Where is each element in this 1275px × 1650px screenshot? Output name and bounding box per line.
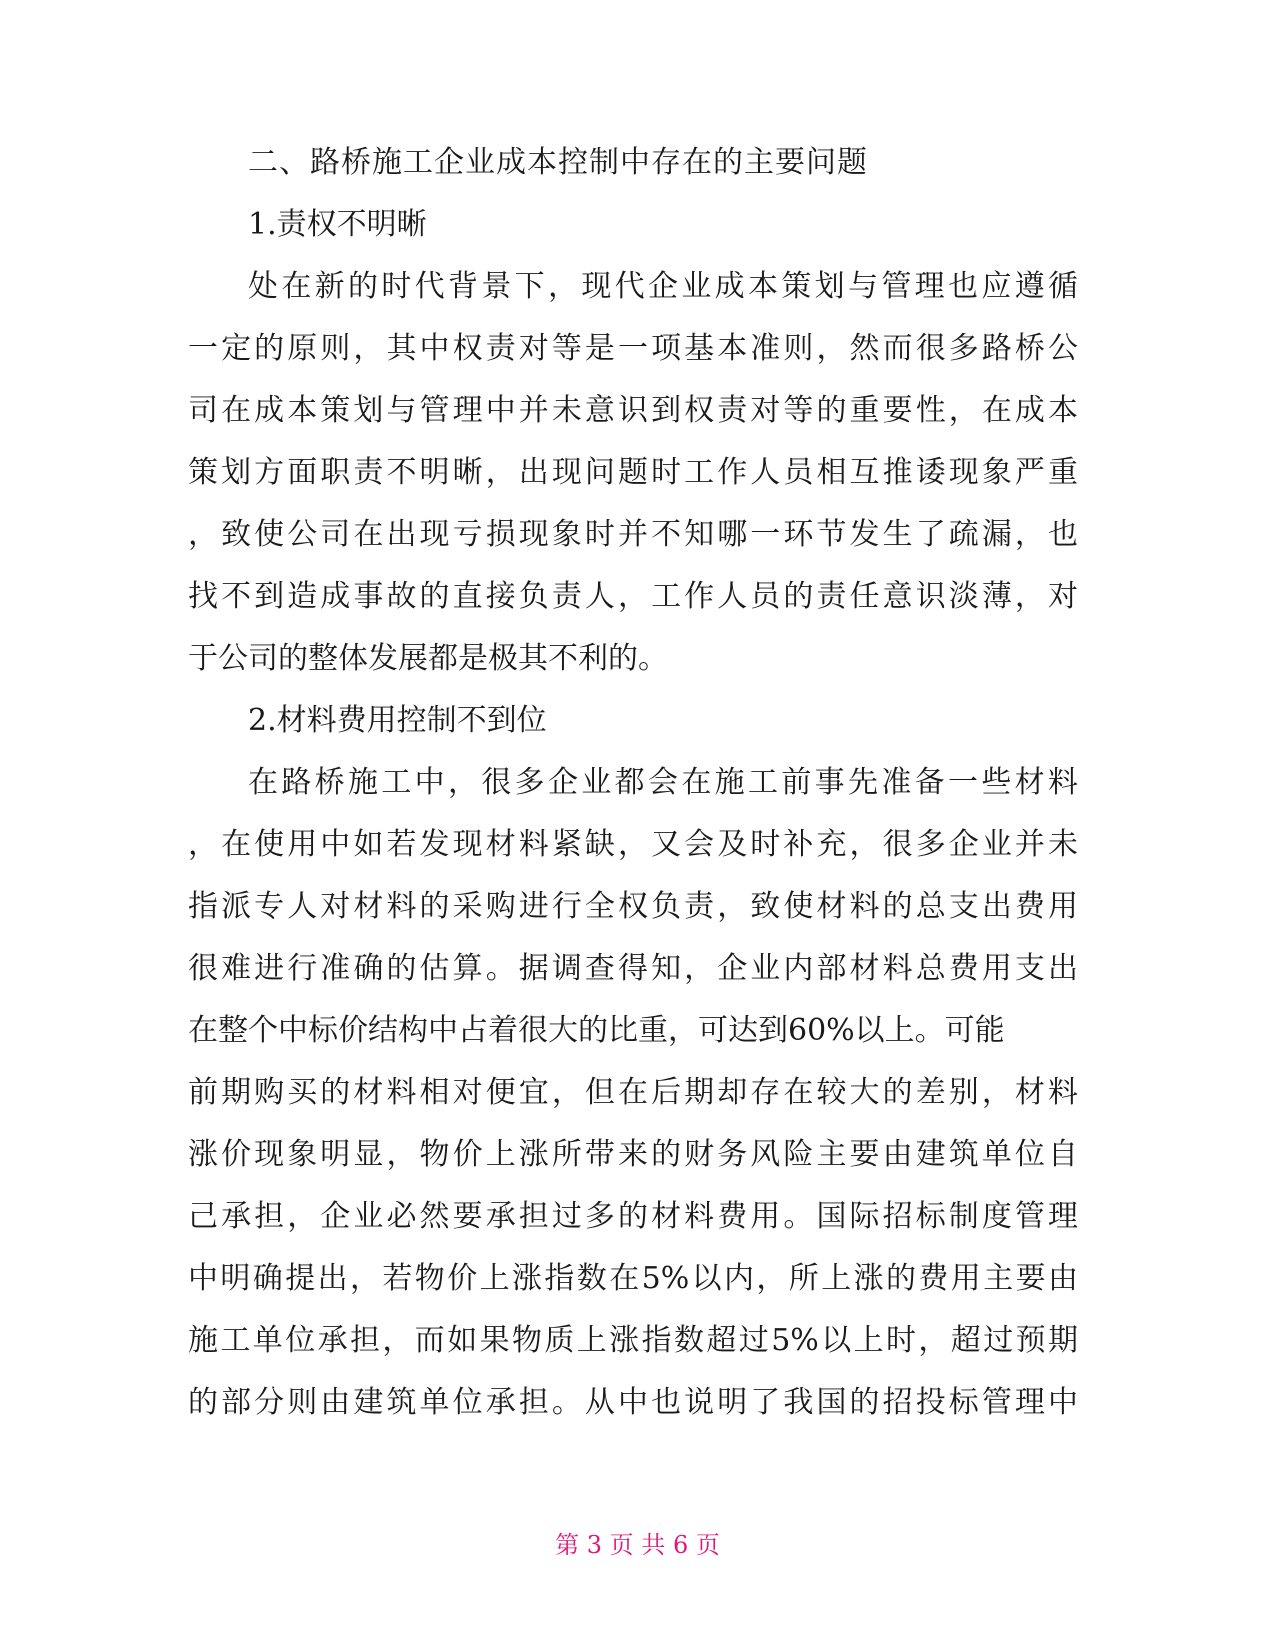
paragraph-line: 策划方面职责不明晰，出现问题时工作人员相互推诿现象严重 — [188, 455, 1078, 490]
subheading-material-cost: 2.材料费用控制不到位 — [248, 703, 547, 738]
subheading-responsibility: 1.责权不明晰 — [248, 207, 427, 242]
paragraph-line: 施工单位承担，而如果物质上涨指数超过5%以上时，超过预期 — [188, 1323, 1078, 1358]
paragraph-line: 处在新的时代背景下，现代企业成本策划与管理也应遵循 — [248, 269, 1078, 304]
paragraph-line: ，在使用中如若发现材料紧缺，又会及时补充，很多企业并未 — [188, 827, 1078, 862]
page-number-footer: 第 3 页 共 6 页 — [555, 1531, 720, 1559]
paragraph-line: 涨价现象明显，物价上涨所带来的财务风险主要由建筑单位自 — [188, 1137, 1078, 1172]
paragraph-line: 指派专人对材料的采购进行全权负责，致使材料的总支出费用 — [188, 889, 1078, 924]
paragraph-line: 于公司的整体发展都是极其不利的。 — [188, 641, 668, 676]
paragraph-line: 在路桥施工中，很多企业都会在施工前事先准备一些材料 — [248, 765, 1078, 800]
paragraph-line: 找不到造成事故的直接负责人，工作人员的责任意识淡薄，对 — [188, 579, 1078, 614]
paragraph-line: 己承担，企业必然要承担过多的材料费用。国际招标制度管理 — [188, 1199, 1078, 1234]
paragraph-line: ，致使公司在出现亏损现象时并不知哪一环节发生了疏漏，也 — [188, 517, 1078, 552]
paragraph-line: 司在成本策划与管理中并未意识到权责对等的重要性，在成本 — [188, 393, 1078, 428]
paragraph-line: 中明确提出，若物价上涨指数在5%以内，所上涨的费用主要由 — [188, 1261, 1078, 1296]
section-heading: 二、路桥施工企业成本控制中存在的主要问题 — [248, 145, 868, 180]
paragraph-line: 在整个中标价结构中占着很大的比重，可达到60%以上。可能 — [188, 1013, 1005, 1048]
paragraph-line: 的部分则由建筑单位承担。从中也说明了我国的招投标管理中 — [188, 1385, 1078, 1420]
paragraph-line: 一定的原则，其中权责对等是一项基本准则，然而很多路桥公 — [188, 331, 1078, 366]
paragraph-line: 很难进行准确的估算。据调查得知，企业内部材料总费用支出 — [188, 951, 1078, 986]
paragraph-line: 前期购买的材料相对便宜，但在后期却存在较大的差别，材料 — [188, 1075, 1078, 1110]
